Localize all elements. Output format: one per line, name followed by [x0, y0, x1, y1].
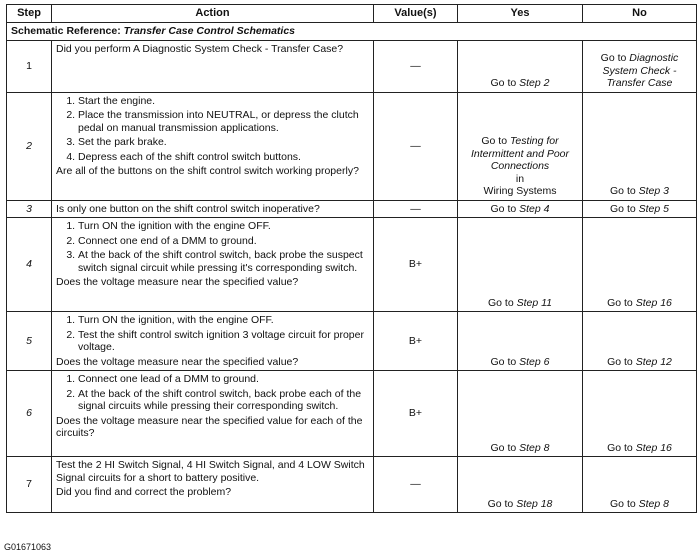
action-steps — [56, 220, 369, 274]
yes-goto-text: Go to — [490, 355, 517, 368]
header-step: Step — [7, 5, 52, 23]
no-cell — [583, 371, 697, 457]
yes-goto-ref[interactable]: Testing for Intermittent and Poor Connections — [470, 135, 570, 172]
action-question: Does the voltage measure near the specified value for each of the circuits? — [56, 414, 363, 439]
diagnostic-table — [6, 4, 697, 513]
step-number: 7 — [7, 457, 52, 513]
action-step: 3. Set the park brake. — [78, 136, 369, 149]
yes-goto-text: Go to — [487, 497, 514, 510]
action-cell — [52, 312, 374, 371]
action-steps — [56, 95, 369, 164]
action-question: Did you find and correct the problem? — [56, 486, 232, 498]
header-row — [7, 5, 697, 23]
header-action: Action — [52, 5, 374, 23]
table-row — [7, 200, 697, 218]
action-cell — [52, 371, 374, 457]
yes-cell — [458, 457, 583, 513]
value-cell: — — [374, 200, 458, 218]
yes-goto-ref[interactable]: Step 11 — [516, 296, 553, 309]
yes-cell — [458, 200, 583, 218]
no-goto-ref[interactable]: Step 16 — [635, 441, 672, 454]
action-step: 1. Connect one lead of a DMM to ground. — [78, 373, 369, 386]
yes-goto-tail: in — [515, 172, 525, 185]
action-step: 1. Turn ON the ignition, with the engine OFF. — [78, 314, 369, 327]
action-text: Is only one button on the shift control switch inoperative? — [56, 202, 320, 215]
action-cell — [52, 40, 374, 92]
figure-id: G01671063 — [4, 542, 52, 552]
yes-cell — [458, 92, 583, 200]
action-step: 4. Depress each of the shift control switch buttons. — [78, 151, 369, 164]
yes-goto-ref[interactable]: Step 6 — [519, 355, 550, 368]
header-values: Value(s) — [374, 5, 458, 23]
action-question: Does the voltage measure near the specified value? — [56, 276, 299, 288]
value-cell: — — [374, 40, 458, 92]
no-goto-text: Go to — [610, 497, 636, 510]
step-number: 5 — [7, 312, 52, 371]
action-question: Does the voltage measure near the specified value? — [56, 355, 299, 368]
action-question: Are all of the buttons on the shift control switch working properly? — [56, 165, 359, 177]
action-cell — [52, 457, 374, 513]
yes-goto-text: Go to — [490, 77, 517, 89]
yes-cell — [458, 40, 583, 92]
yes-cell — [458, 218, 583, 312]
no-goto-ref[interactable]: Step 8 — [638, 497, 669, 510]
value-cell: B+ — [374, 312, 458, 371]
yes-goto-extra: Wiring Systems — [483, 185, 557, 197]
action-step: 3. At the back of the shift control switch, back probe the suspect switch signal circuit while pressing it's corresponding switch. — [78, 249, 369, 274]
no-goto-ref[interactable]: Step 5 — [638, 202, 669, 215]
header-no: No — [583, 5, 697, 23]
schematic-ref: Transfer Case Control Schematics — [123, 25, 296, 37]
yes-cell — [458, 312, 583, 371]
table-row — [7, 371, 697, 457]
schematic-reference-row — [7, 23, 697, 41]
no-goto-ref[interactable]: Step 3 — [638, 185, 669, 197]
action-text: Did you perform A Diagnostic System Check - Transfer Case? — [56, 42, 344, 55]
value-cell: B+ — [374, 371, 458, 457]
table-row — [7, 312, 697, 371]
yes-goto-text: Go to — [490, 441, 517, 454]
no-goto-text: Go to — [607, 296, 633, 309]
step-number: 6 — [7, 371, 52, 457]
yes-goto-ref[interactable]: Step 2 — [519, 77, 550, 89]
schematic-label: Schematic Reference: — [11, 25, 121, 37]
action-step: 1. Turn ON the ignition with the engine OFF. — [78, 220, 369, 233]
no-goto-text: Go to — [607, 355, 633, 368]
no-cell — [583, 457, 697, 513]
yes-goto-text: Go to — [490, 202, 517, 215]
no-goto-text: Go to — [600, 52, 627, 64]
table-row — [7, 40, 697, 92]
value-cell: — — [374, 92, 458, 200]
action-text: Test the 2 HI Switch Signal, 4 HI Switch Signal, and 4 LOW Switch Signal circuits for a short to battery positive. — [56, 459, 365, 484]
action-cell — [52, 218, 374, 312]
action-cell — [52, 200, 374, 218]
value-cell: — — [374, 457, 458, 513]
yes-goto-text: Go to — [487, 296, 514, 309]
schematic-reference — [7, 23, 697, 41]
yes-cell — [458, 371, 583, 457]
action-step: 2. Connect one end of a DMM to ground. — [78, 235, 369, 248]
table-row — [7, 218, 697, 312]
no-cell — [583, 92, 697, 200]
action-steps — [56, 314, 369, 354]
step-number: 3 — [7, 200, 52, 218]
action-step: 2. Test the shift control switch ignition 3 voltage circuit for proper voltage. — [78, 329, 369, 354]
yes-goto-text: Go to — [481, 135, 508, 147]
no-cell — [583, 312, 697, 371]
action-step: 2. At the back of the shift control switch, back probe each of the signal circuits while pressing their corresponding switch. — [78, 388, 369, 413]
yes-goto-ref[interactable]: Step 8 — [519, 441, 550, 454]
table-row — [7, 92, 697, 200]
step-number: 2 — [7, 92, 52, 200]
yes-goto-ref[interactable]: Step 4 — [519, 202, 550, 215]
no-goto-text: Go to — [607, 441, 633, 454]
no-cell — [583, 40, 697, 92]
table-row — [7, 457, 697, 513]
no-goto-ref[interactable]: Step 16 — [635, 296, 672, 309]
no-goto-ref[interactable]: Step 12 — [635, 355, 672, 368]
action-step: 2. Place the transmission into NEUTRAL, or depress the clutch pedal on manual transmission applications. — [78, 109, 369, 134]
action-step: 1. Start the engine. — [78, 95, 369, 108]
no-goto-text: Go to — [610, 185, 636, 197]
value-cell: B+ — [374, 218, 458, 312]
step-number: 4 — [7, 218, 52, 312]
yes-goto-ref[interactable]: Step 18 — [516, 497, 553, 510]
action-cell — [52, 92, 374, 200]
no-goto-text: Go to — [610, 202, 636, 215]
action-steps — [56, 373, 369, 413]
step-number: 1 — [7, 40, 52, 92]
no-cell — [583, 200, 697, 218]
no-cell — [583, 218, 697, 312]
no-goto-ref[interactable]: Diagnostic System Check - Transfer Case — [602, 52, 679, 89]
header-yes: Yes — [458, 5, 583, 23]
